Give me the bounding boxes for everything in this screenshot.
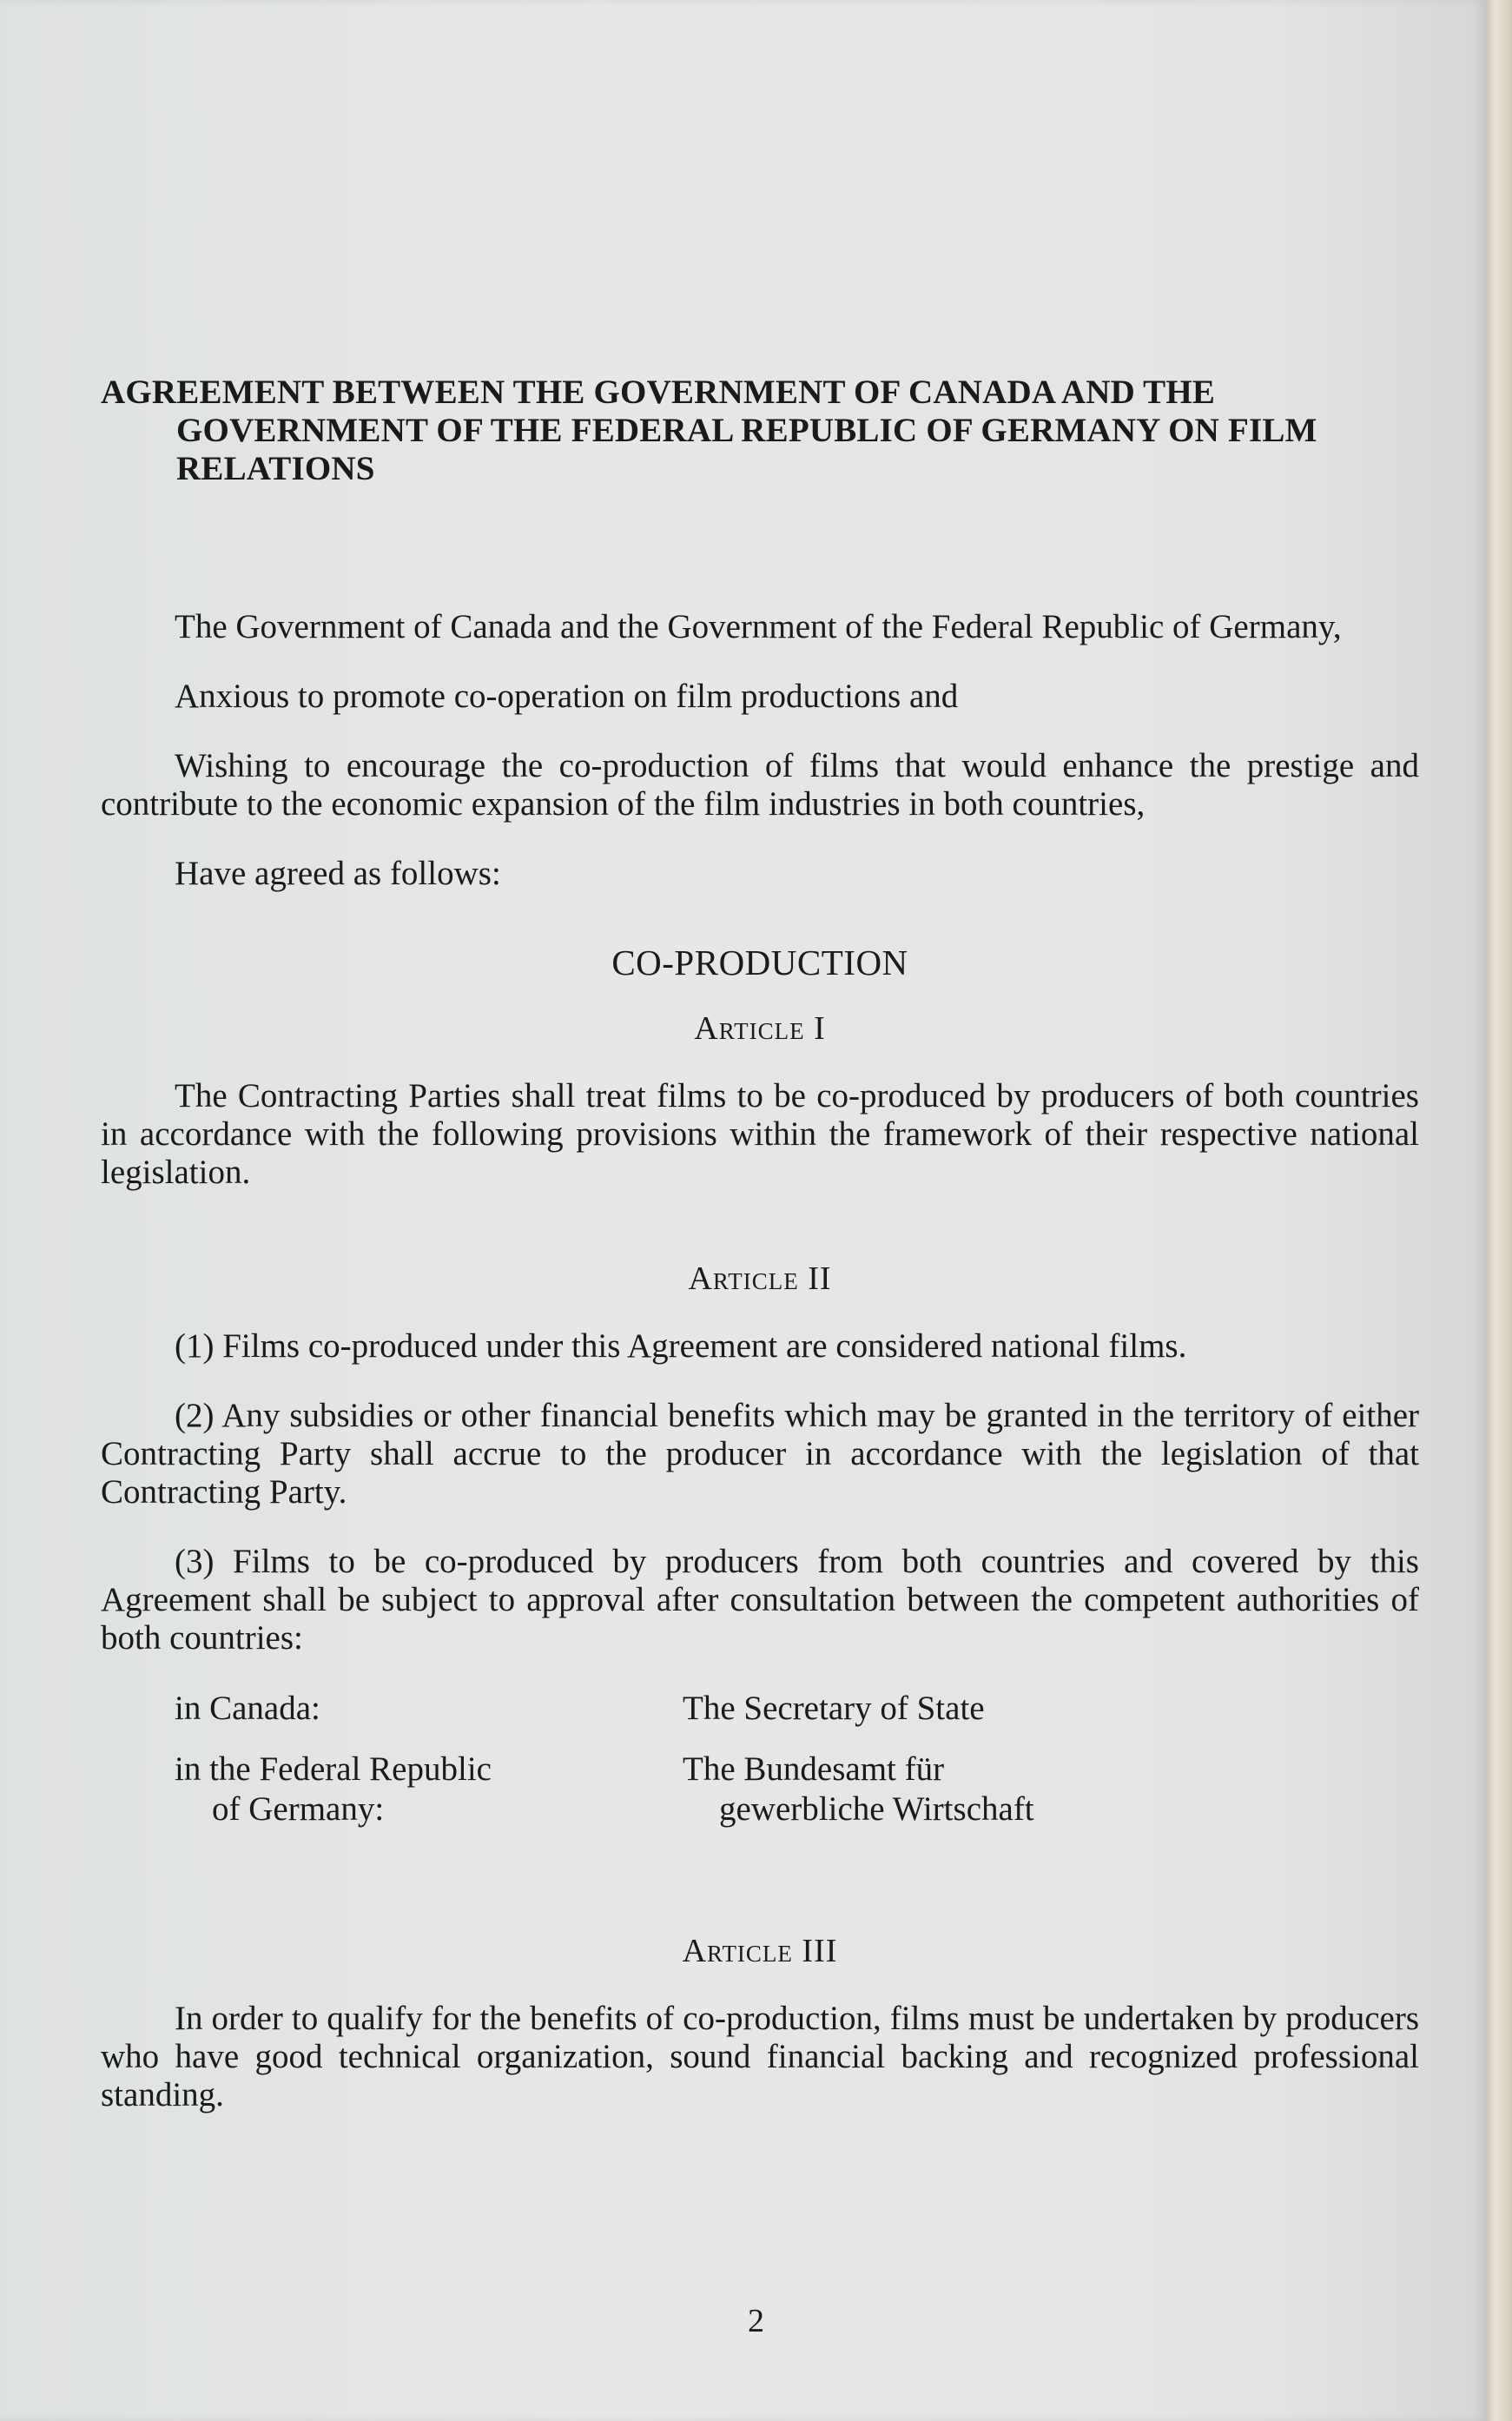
authority-name: [683, 1689, 1419, 1729]
preamble-paragraph-4: Have agreed as follows:: [175, 855, 501, 892]
article-1-title: Article I: [694, 1010, 826, 1047]
article-3-title: Article III: [682, 1933, 838, 1969]
authority-place: [101, 1689, 683, 1729]
section-title-co-production: CO-PRODUCTION: [611, 943, 908, 982]
article-2-paragraph-2: (2) Any subsidies or other financial benefits which may be granted in the territory of either Contracting Party shall accrue to the producer in accordance with the legislation of that Contracting Party.: [101, 1397, 1419, 1511]
authority-place: [101, 1750, 683, 1829]
authority-name-line-continued: gewerbliche Wirtschaft: [719, 1790, 1034, 1828]
preamble-paragraph-1: The Government of Canada and the Government of the Federal Republic of Germany,: [175, 608, 1342, 645]
authority-name-line: The Bundesamt für: [683, 1750, 945, 1788]
preamble-paragraph-2: Anxious to promote co-operation on film productions and: [175, 678, 959, 715]
authority-name-line: The Secretary of State: [683, 1690, 985, 1727]
authority-name: [683, 1750, 1419, 1829]
preamble-paragraph-3: Wishing to encourage the co-production of films that would enhance the prestige and contribute to the economic expansion of the film industries in both countries,: [101, 747, 1419, 823]
authority-place-line-continued: of Germany:: [212, 1790, 385, 1828]
article-2-title: Article II: [688, 1260, 832, 1297]
article-2-paragraph-3: (3) Films to be co-produced by producers from both countries and covered by this Agreement shall be subject to approval after consultation between the competent authorities of both countries:: [101, 1543, 1419, 1657]
authority-place-line: in Canada:: [175, 1690, 320, 1727]
article-2-paragraph-1: (1) Films co-produced under this Agreement are considered national films.: [175, 1327, 1187, 1365]
competent-authorities-list: [101, 1689, 1419, 1829]
page-binding-edge: [1485, 0, 1512, 2421]
agreement-heading: AGREEMENT BETWEEN THE GOVERNMENT OF CANADA AND THE GOVERNMENT OF THE FEDERAL REPUBLIC OF GERMANY ON FILM RELATIONS: [101, 374, 1317, 487]
authority-row-canada: [101, 1689, 1419, 1729]
page-number: 2: [748, 2303, 764, 2339]
authority-place-line: in the Federal Republic: [175, 1750, 492, 1788]
document-body: [101, 374, 1419, 2146]
article-1-text: The Contracting Parties shall treat films to be co-produced by producers of both countries in accordance with the following provisions within the framework of their respective national legislation.: [101, 1077, 1419, 1191]
authority-row-germany: [101, 1750, 1419, 1829]
article-3-text: In order to qualify for the benefits of co-production, films must be undertaken by producers who have good technical organization, sound financial backing and recognized professional standing.: [101, 2000, 1419, 2113]
